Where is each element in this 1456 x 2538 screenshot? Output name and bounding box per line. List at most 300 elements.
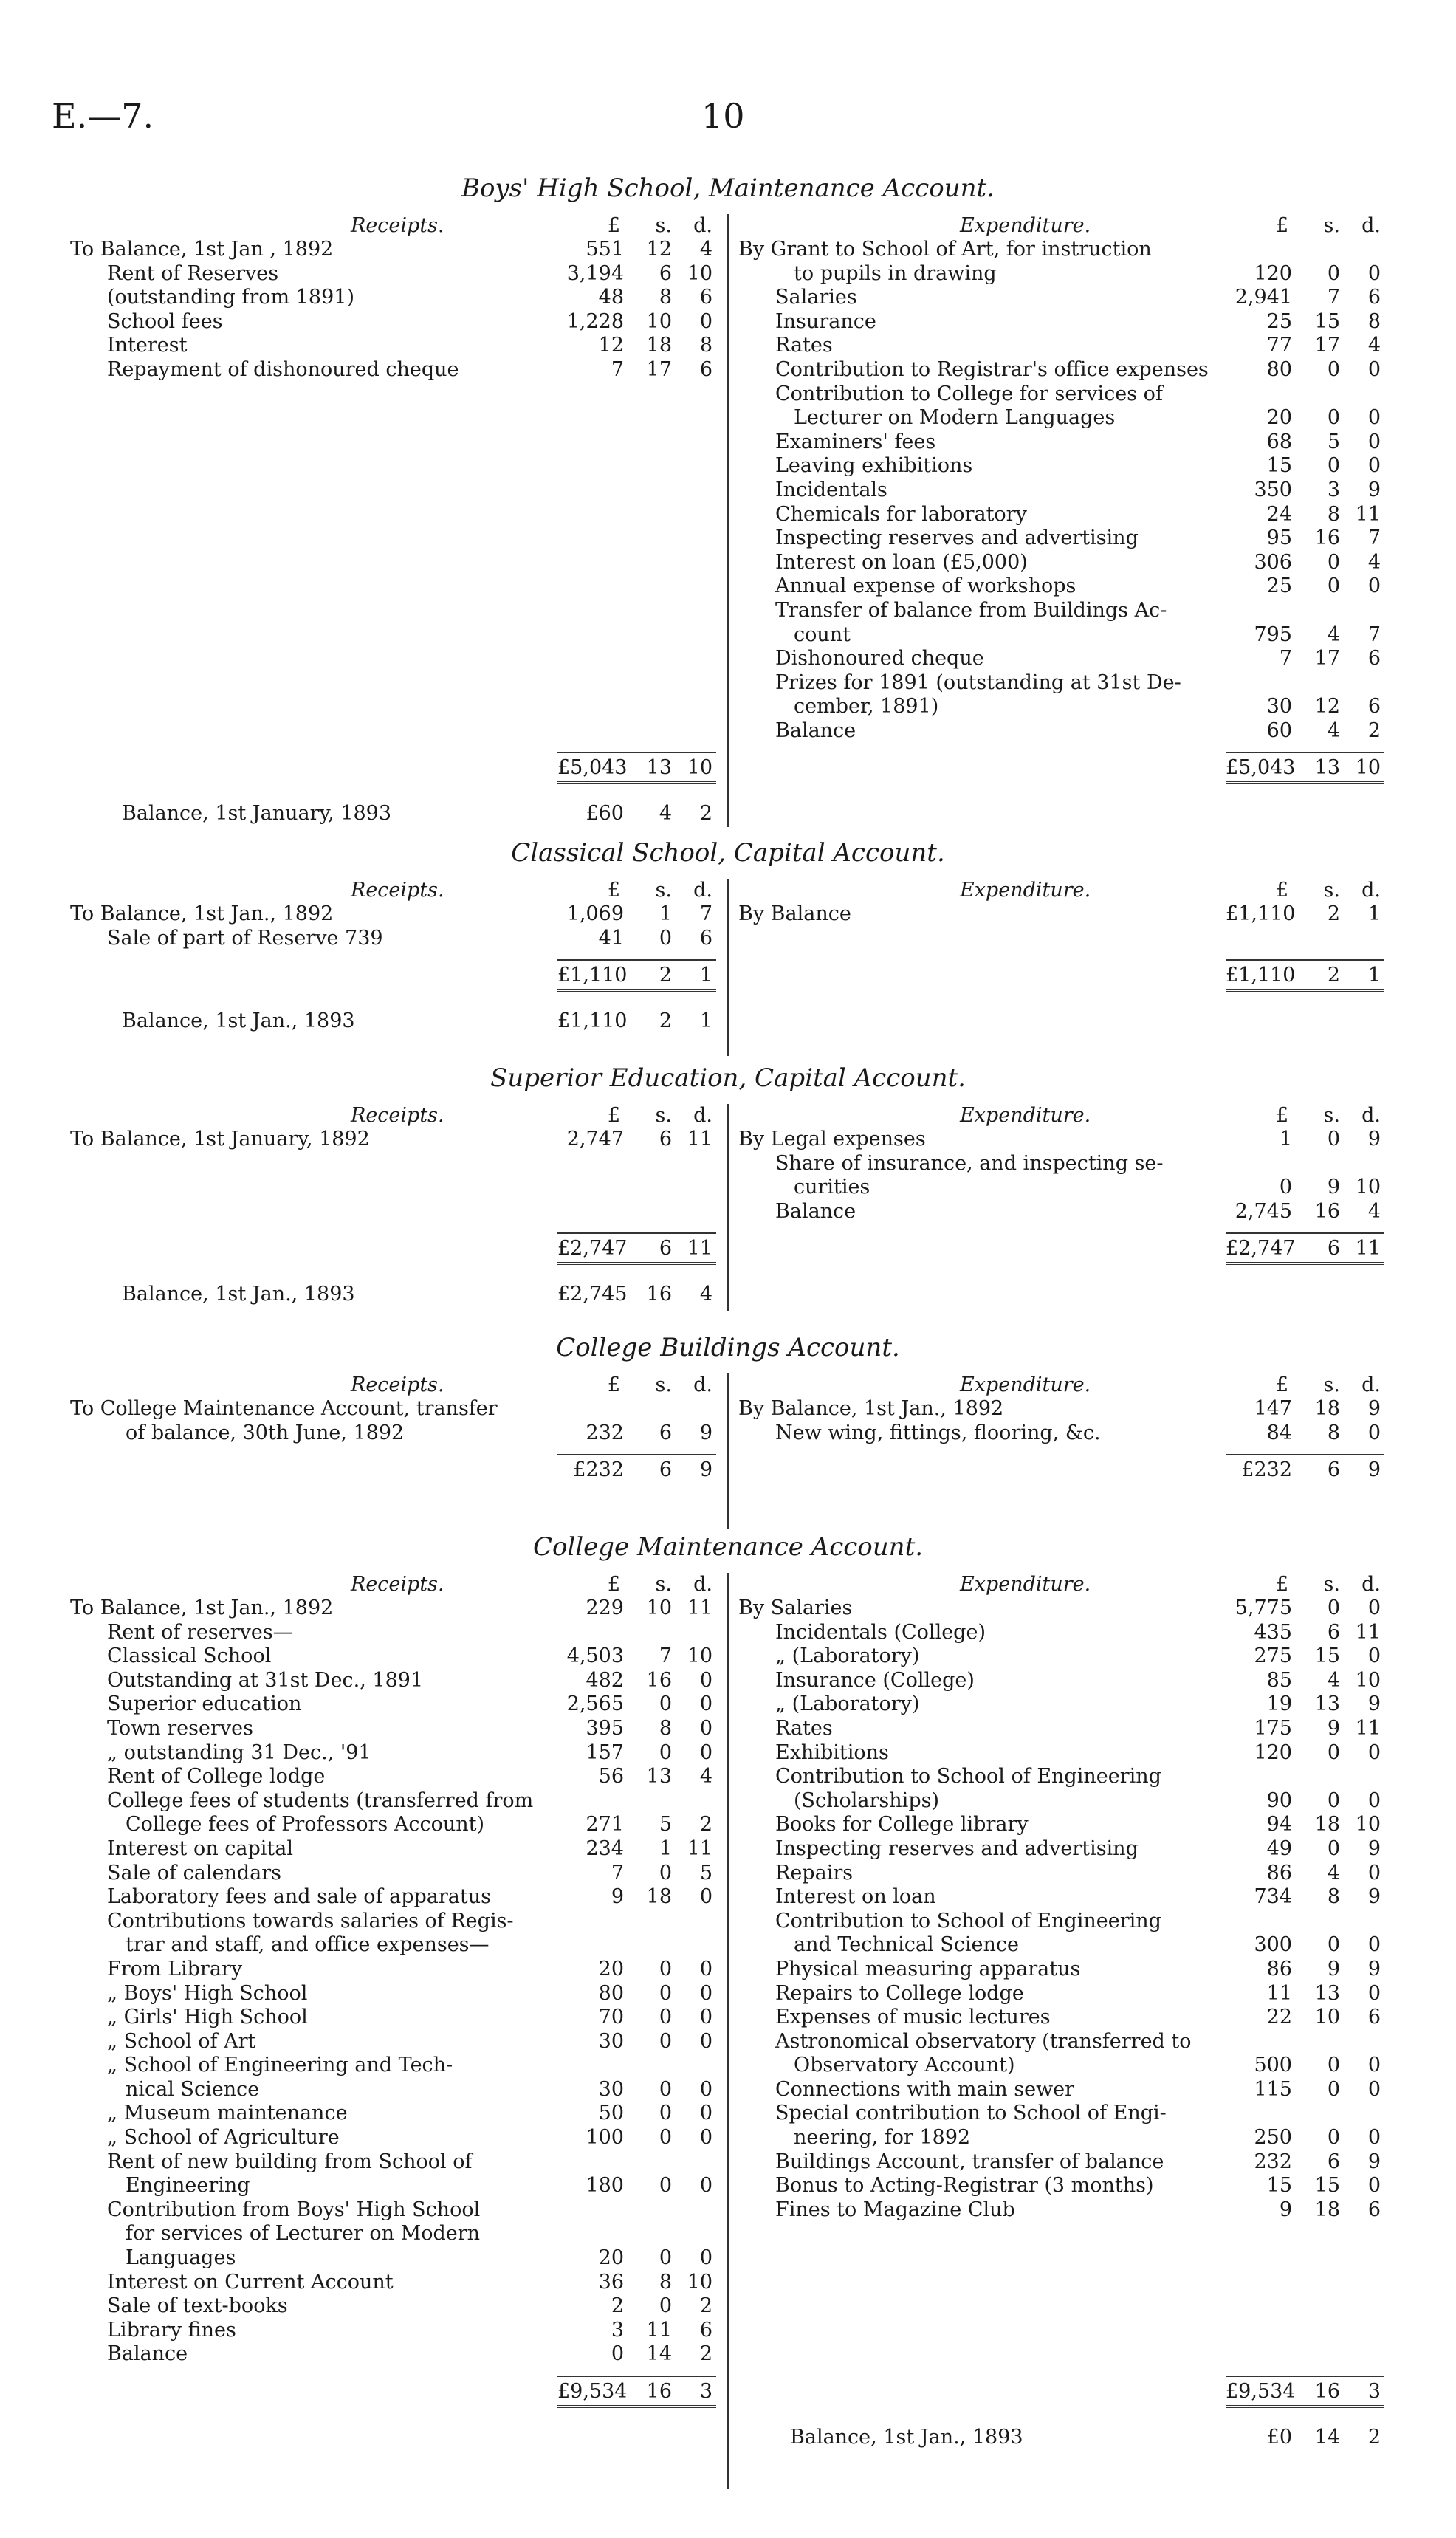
amount-pounds: 9 <box>611 1885 624 1909</box>
amount-pence: 0 <box>1367 1933 1381 1957</box>
amount-pounds: £1,110 <box>1226 902 1296 925</box>
amount <box>557 1933 716 1957</box>
ledger-item: By Salaries <box>738 1596 853 1619</box>
amount-pounds: 90 <box>1266 1788 1292 1812</box>
amount-shillings: 15 <box>1314 309 1340 333</box>
spacer-row <box>738 2294 1388 2319</box>
amount <box>557 2271 716 2294</box>
amount-pounds: 500 <box>1254 2054 1292 2077</box>
amount-shillings: 10 <box>646 1596 672 1619</box>
amount-pounds: £9,534 <box>557 2380 628 2403</box>
amount-pence: 2 <box>699 1813 712 1836</box>
ledger-row <box>70 2222 720 2246</box>
amount-pounds: 157 <box>586 1740 624 1764</box>
account-total <box>738 959 1388 996</box>
ledger-row <box>738 2078 1388 2102</box>
column-header <box>70 1373 720 1397</box>
account-title: Boys' High School, Maintenance Account. <box>461 174 995 203</box>
ledger-item: Contributions towards salaries of Regis- <box>107 1909 514 1932</box>
pound-heading: £ <box>607 1573 620 1596</box>
total-double-rule <box>1226 2405 1384 2411</box>
ledger-item: Engineering <box>126 2174 250 2198</box>
amount-pence: 2 <box>699 802 712 826</box>
amount-pence: 2 <box>1367 2426 1381 2449</box>
ledger-item: Connections with main sewer <box>775 2077 1075 2101</box>
ledger-row <box>738 2054 1388 2078</box>
ledger-row <box>738 2006 1388 2030</box>
ledger-item: „ Museum maintenance <box>107 2102 348 2125</box>
ledger-row <box>738 527 1388 551</box>
amount <box>557 1669 716 1692</box>
amount-pence: 0 <box>699 309 712 333</box>
amount-pounds: 84 <box>1266 1421 1292 1444</box>
shilling-heading: s. <box>655 1373 672 1396</box>
account-total <box>738 2376 1388 2412</box>
amount-shillings: 18 <box>646 1885 672 1909</box>
amount <box>557 2126 716 2150</box>
expenditure-heading: Expenditure. <box>960 214 1091 237</box>
amount-shillings: 0 <box>1327 2077 1340 2101</box>
ledger-row <box>70 1862 720 1886</box>
amount <box>557 1982 716 2006</box>
amount-shillings: 15 <box>1314 1644 1340 1668</box>
amount <box>1226 1397 1384 1421</box>
ledger-row <box>70 1982 720 2006</box>
total-rule <box>557 1454 716 1455</box>
amount-pounds: 24 <box>1266 502 1292 526</box>
amount-pence: 9 <box>1367 1458 1381 1482</box>
amount-pence: 9 <box>1367 1692 1381 1716</box>
amount-pounds: 100 <box>586 2126 624 2150</box>
amount <box>1226 2006 1384 2029</box>
amount-shillings: 18 <box>1314 1813 1340 1836</box>
ledger-item: By Balance, 1st Jan., 1892 <box>738 1397 1004 1420</box>
amount-shillings: 0 <box>1327 1836 1340 1860</box>
amount-pounds: 50 <box>598 2102 624 2125</box>
ledger-item: Languages <box>126 2246 236 2270</box>
ledger-row <box>738 1397 1388 1421</box>
account-total <box>738 1454 1388 1491</box>
amount <box>1226 551 1384 575</box>
amount <box>1226 756 1384 780</box>
amount-shillings: 1 <box>659 902 672 925</box>
spacer-row <box>70 431 720 455</box>
ledger-item: Exhibitions <box>775 1740 889 1764</box>
ledger-row <box>738 1910 1388 1934</box>
ledger-item: From Library <box>107 1957 243 1980</box>
amount-pounds: £5,043 <box>1226 756 1296 780</box>
amount-pence: 6 <box>1367 695 1381 718</box>
spacer-row <box>70 1176 720 1200</box>
amount <box>557 964 716 987</box>
amount <box>557 1421 716 1445</box>
ledger-item: „ Boys' High School <box>107 1981 308 2005</box>
ledger-item: „ (Laboratory) <box>775 1644 920 1668</box>
amount-pence: 0 <box>699 2006 712 2029</box>
ledger-row <box>738 1621 1388 1645</box>
amount-pence: 0 <box>699 2102 712 2125</box>
ledger-row <box>70 1933 720 1958</box>
spacer-row <box>738 2271 1388 2295</box>
amount-pounds: 0 <box>1279 1176 1292 1199</box>
amount-pounds: 232 <box>1254 2150 1292 2173</box>
amount <box>557 1958 716 1981</box>
amount-pence: 10 <box>687 1644 712 1668</box>
amount-pounds: 395 <box>586 1716 624 1740</box>
ledger-item: (outstanding from 1891) <box>107 286 354 309</box>
amount-shillings: 6 <box>1327 1458 1340 1482</box>
amount-pounds: 12 <box>598 334 624 357</box>
amount-pence: 6 <box>699 357 712 381</box>
ledger-item: By Balance <box>738 902 851 925</box>
amount-shillings: 7 <box>1327 286 1340 309</box>
ledger-item: Town reserves <box>107 1716 253 1740</box>
amount-shillings: 17 <box>1314 334 1340 357</box>
amount-pounds: £5,043 <box>557 756 628 780</box>
spacer-row <box>70 647 720 671</box>
ledger-item: count <box>794 623 851 646</box>
page-number: 10 <box>701 96 745 136</box>
amount-shillings: 0 <box>659 2246 672 2270</box>
total-double-rule <box>1226 781 1384 787</box>
amount-pence: 4 <box>699 1283 712 1306</box>
spacer-row <box>738 927 1388 951</box>
ledger-row <box>70 1621 720 1645</box>
amount-pounds: 36 <box>598 2270 624 2294</box>
amount-shillings: 16 <box>1314 1199 1340 1223</box>
receipts-column <box>70 1373 720 1491</box>
amount-shillings: 13 <box>1314 756 1340 780</box>
amount <box>1226 262 1384 286</box>
amount <box>1226 1765 1384 1788</box>
pound-heading: £ <box>607 1104 620 1127</box>
amount-pence: 0 <box>699 1692 712 1716</box>
ledger-item: Interest on loan <box>775 1885 936 1909</box>
ledger-item: To Balance, 1st January, 1892 <box>70 1128 370 1150</box>
amount-pence: 0 <box>699 1668 712 1692</box>
ledger-row <box>738 1644 1388 1669</box>
amount <box>557 2054 716 2077</box>
amount-pounds: 180 <box>586 2174 624 2198</box>
ledger-row <box>738 503 1388 527</box>
amount-pounds: 20 <box>598 2246 624 2270</box>
amount <box>1226 1885 1384 1909</box>
receipts-column <box>70 214 720 831</box>
amount <box>1226 334 1384 357</box>
amount-pounds: 435 <box>1254 1620 1292 1644</box>
ledger-row <box>738 2174 1388 2198</box>
document-reference: E.—7. <box>52 96 154 136</box>
amount <box>557 1644 716 1668</box>
amount-pounds: 95 <box>1266 527 1292 550</box>
ledger-item: „ (Laboratory) <box>775 1692 920 1716</box>
amount-pounds: £232 <box>1241 1458 1292 1482</box>
ledger-item: By Legal expenses <box>738 1128 926 1150</box>
ledger-item: Repairs to College lodge <box>775 1981 1024 2005</box>
account-title: College Buildings Account. <box>556 1333 900 1362</box>
ledger-item: Special contribution to School of Engi- <box>775 2102 1167 2125</box>
balance-carried-row <box>70 1283 720 1312</box>
amount-pounds: 232 <box>586 1421 624 1444</box>
amount <box>1226 1237 1384 1261</box>
shilling-heading: s. <box>1323 1573 1340 1596</box>
ledger-item: Rates <box>775 1716 833 1740</box>
amount <box>1226 575 1384 598</box>
total-double-rule <box>557 989 716 995</box>
amount-pence: 3 <box>1367 2380 1381 2403</box>
pence-heading: d. <box>1361 1373 1381 1396</box>
ledger-row <box>70 902 720 927</box>
amount-shillings: 0 <box>1327 406 1340 430</box>
amount <box>1226 1862 1384 1885</box>
amount-pence: 9 <box>1367 1128 1381 1150</box>
amount-pounds: 115 <box>1254 2077 1292 2101</box>
account-total <box>738 752 1388 789</box>
pence-heading: d. <box>1361 879 1381 902</box>
receipts-heading: Receipts. <box>351 879 444 902</box>
ledger-row <box>70 1910 720 1934</box>
amount-pence: 0 <box>699 1885 712 1909</box>
amount-pence: 0 <box>1367 1861 1381 1884</box>
amount <box>557 2380 716 2404</box>
amount-shillings: 5 <box>659 1813 672 1836</box>
amount-pounds: 795 <box>1254 623 1292 646</box>
amount-shillings: 9 <box>1327 1716 1340 1740</box>
amount-pounds: 41 <box>598 926 624 950</box>
amount-pence: 1 <box>1367 902 1381 925</box>
amount <box>557 1910 716 1933</box>
total-rule <box>557 1232 716 1234</box>
ledger-row <box>70 286 720 310</box>
amount-pence: 0 <box>1367 1596 1381 1619</box>
shilling-heading: s. <box>1323 1373 1340 1396</box>
ledger-row <box>70 1885 720 1910</box>
amount-pounds: 5,775 <box>1234 1596 1292 1619</box>
amount-shillings: 0 <box>1327 357 1340 381</box>
total-rule <box>557 2376 716 2377</box>
total-double-rule <box>1226 1484 1384 1489</box>
spacer-row <box>70 406 720 431</box>
ledger-row <box>738 1765 1388 1789</box>
ledger-row <box>738 383 1388 407</box>
amount <box>557 262 716 286</box>
amount <box>1226 2102 1384 2125</box>
amount <box>1226 2054 1384 2077</box>
amount-pence: 2 <box>699 2342 712 2366</box>
amount-pence: 4 <box>699 238 712 261</box>
ledger-row <box>738 1176 1388 1200</box>
amount-pounds: £2,747 <box>1226 1237 1296 1261</box>
account-title: College Maintenance Account. <box>532 1532 924 1562</box>
ledger-item: Sale of text-books <box>107 2294 288 2318</box>
column-header <box>70 214 720 238</box>
amount <box>1226 2126 1384 2150</box>
amount-shillings: 3 <box>1327 478 1340 501</box>
amount <box>1226 1717 1384 1740</box>
spacer-row <box>70 575 720 599</box>
ledger-row <box>70 1789 720 1814</box>
amount-pounds: 3 <box>611 2318 624 2342</box>
amount <box>557 902 716 926</box>
amount-shillings: 5 <box>1327 430 1340 453</box>
ledger-row <box>738 1813 1388 1837</box>
amount-pence: 0 <box>699 1981 712 2005</box>
amount-pence: 11 <box>687 1836 712 1860</box>
ledger-row <box>70 262 720 287</box>
amount <box>557 1397 716 1421</box>
amount-shillings: 0 <box>659 2126 672 2150</box>
ledger-row <box>70 2006 720 2030</box>
pound-heading: £ <box>1275 214 1288 237</box>
ledger-item: Balance <box>775 1199 856 1223</box>
spacer-row <box>70 527 720 551</box>
ledger-row <box>70 2342 720 2367</box>
pound-heading: £ <box>607 879 620 902</box>
amount-shillings: 2 <box>1327 964 1340 987</box>
amount-shillings: 16 <box>1314 527 1340 550</box>
amount-pounds: 306 <box>1254 550 1292 574</box>
ledger-item: Rent of Reserves <box>107 261 279 285</box>
balance-carried-label: Balance, 1st Jan., 1893 <box>790 2426 1023 2449</box>
amount-pounds: 4,503 <box>566 1644 624 1668</box>
amount-pence: 2 <box>699 2294 712 2318</box>
amount <box>557 1765 716 1788</box>
pence-heading: d. <box>693 214 712 237</box>
amount <box>557 1885 716 1909</box>
amount-pence: 0 <box>1367 575 1381 598</box>
column-divider <box>727 214 729 827</box>
pound-heading: £ <box>607 214 620 237</box>
ledger-item: Physical measuring apparatus <box>775 1957 1081 1980</box>
ledger-item: Buildings Account, transfer of balance <box>775 2150 1164 2173</box>
ledger-item: Observatory Account) <box>794 2054 1015 2077</box>
ledger-item: Inspecting reserves and advertising <box>775 1836 1139 1860</box>
ledger-row <box>70 2294 720 2319</box>
amount-shillings: 17 <box>1314 647 1340 670</box>
amount-pence: 1 <box>1367 964 1381 987</box>
ledger-item: Contribution from Boys' High School <box>107 2198 481 2221</box>
amount-pounds: £1,110 <box>1226 964 1296 987</box>
amount-pounds: 20 <box>1266 406 1292 430</box>
amount-pence: 6 <box>699 2318 712 2342</box>
amount-shillings: 4 <box>659 802 672 826</box>
amount <box>1226 671 1384 695</box>
ledger-row <box>738 406 1388 431</box>
amount-pence: 4 <box>699 1765 712 1788</box>
amount-shillings: 0 <box>1327 1596 1340 1619</box>
amount-pounds: 250 <box>1254 2126 1292 2150</box>
amount-shillings: 4 <box>1327 1861 1340 1884</box>
amount <box>557 2174 716 2198</box>
shilling-heading: s. <box>655 214 672 237</box>
ledger-row <box>738 2126 1388 2150</box>
amount <box>1226 358 1384 382</box>
amount <box>1226 1596 1384 1620</box>
ledger-row <box>70 1717 720 1741</box>
amount-pence: 10 <box>1355 1813 1381 1836</box>
ledger-item: Share of insurance, and inspecting se- <box>775 1151 1164 1175</box>
amount-pounds: 25 <box>1266 309 1292 333</box>
amount <box>557 1692 716 1716</box>
amount <box>557 1862 716 1885</box>
amount <box>1226 2380 1384 2404</box>
amount-pounds: 20 <box>598 1957 624 1980</box>
ledger-row <box>738 1596 1388 1621</box>
ledger-item: and Technical Science <box>794 1933 1019 1957</box>
ledger-item: for services of Lecturer on Modern <box>126 2222 481 2246</box>
amount-pence: 0 <box>699 1957 712 1980</box>
amount <box>1226 527 1384 550</box>
amount-pounds: £0 <box>1266 2426 1292 2449</box>
amount <box>557 2294 716 2318</box>
pence-heading: d. <box>693 1573 712 1596</box>
ledger-item: Inspecting reserves and advertising <box>775 527 1139 550</box>
ledger-item: Rates <box>775 334 833 357</box>
amount-pounds: 120 <box>1254 1740 1292 1764</box>
amount <box>1226 599 1384 623</box>
amount-pence: 0 <box>1367 406 1381 430</box>
amount-shillings: 0 <box>659 2294 672 2318</box>
ledger-row <box>738 454 1388 479</box>
amount-pounds: 482 <box>586 1668 624 1692</box>
amount <box>557 2030 716 2054</box>
amount <box>557 310 716 334</box>
amount-shillings: 0 <box>1327 575 1340 598</box>
ledger-row <box>738 695 1388 719</box>
ledger-item: Laboratory fees and sale of apparatus <box>107 1885 492 1909</box>
amount <box>557 334 716 357</box>
amount-pence: 8 <box>1367 309 1381 333</box>
expenditure-column <box>738 1373 1388 1491</box>
ledger-item: Contribution to Registrar's office expenses <box>775 357 1209 381</box>
ledger-item: „ School of Engineering and Tech- <box>107 2054 453 2077</box>
amount-pounds: 0 <box>611 2342 624 2366</box>
ledger-row <box>738 1933 1388 1958</box>
amount <box>1226 479 1384 502</box>
amount-shillings: 8 <box>659 1716 672 1740</box>
shilling-heading: s. <box>655 879 672 902</box>
ledger-item: „ School of Art <box>107 2029 256 2053</box>
amount-pence: 0 <box>1367 2054 1381 2077</box>
column-header <box>70 1104 720 1128</box>
ledger-row <box>70 1421 720 1446</box>
ledger-item: „ Girls' High School <box>107 2006 308 2029</box>
expenditure-heading: Expenditure. <box>960 1104 1091 1127</box>
ledger-row <box>738 310 1388 335</box>
amount-pounds: 275 <box>1254 1644 1292 1668</box>
amount-shillings: 0 <box>659 1981 672 2005</box>
ledger-item: Classical School <box>107 1644 272 1668</box>
amount-pounds: £1,110 <box>557 964 628 987</box>
amount-pounds: 147 <box>1254 1397 1292 1420</box>
amount <box>1226 964 1384 987</box>
amount-shillings: 8 <box>659 2270 672 2294</box>
amount-shillings: 6 <box>1327 2150 1340 2173</box>
column-header <box>738 1104 1388 1128</box>
column-divider <box>727 879 729 1056</box>
amount <box>1226 1982 1384 2006</box>
ledger-item: Examiners' fees <box>775 430 936 453</box>
ledger-row <box>70 1596 720 1621</box>
pound-heading: £ <box>1275 1373 1288 1396</box>
receipts-heading: Receipts. <box>351 1573 444 1596</box>
ledger-row <box>70 238 720 262</box>
amount-shillings: 0 <box>1327 550 1340 574</box>
amount-pounds: 22 <box>1266 2006 1292 2029</box>
amount-shillings: 12 <box>646 238 672 261</box>
ledger-row <box>70 1958 720 1982</box>
ledger-row <box>738 1885 1388 1910</box>
